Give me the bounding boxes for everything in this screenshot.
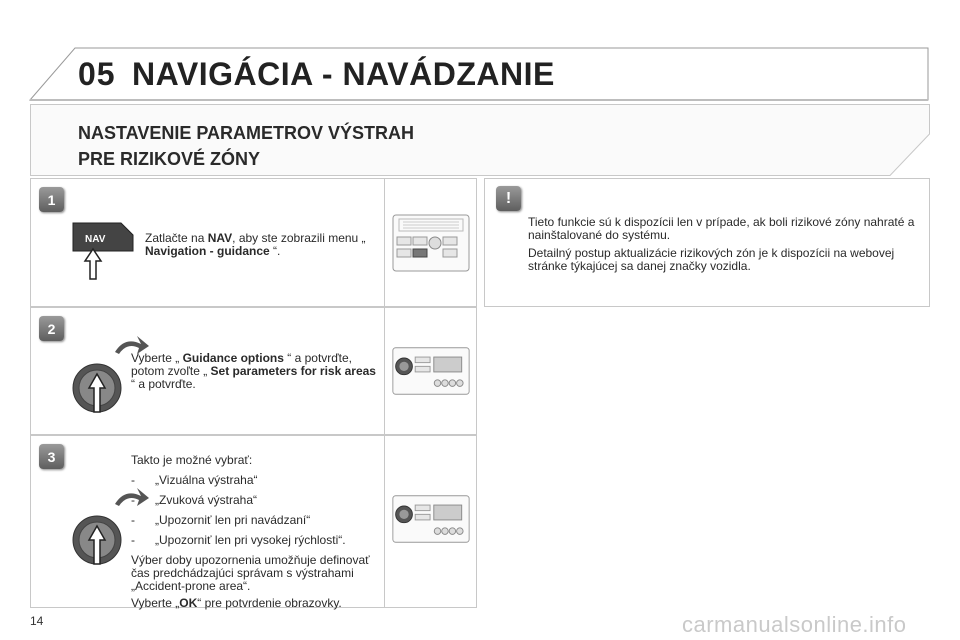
- section-title: [78, 120, 414, 172]
- step-1-image-column: [384, 179, 476, 306]
- step-2-text-post: “ a potvrďte.: [131, 377, 196, 391]
- radio-knob-panel-illustration: [391, 344, 471, 398]
- option-text: „Zvuková výstraha“: [155, 493, 258, 507]
- chapter-number: 05: [78, 56, 116, 92]
- step-1-text-bold2: Navigation - guidance: [145, 244, 270, 258]
- step-3: [30, 435, 477, 608]
- step-2-image-column: [384, 308, 476, 434]
- step-2-badge: 2: [39, 316, 64, 341]
- nav-button-illustration: [71, 221, 135, 281]
- header-frame: [0, 0, 960, 110]
- option-item: [131, 534, 379, 547]
- option-item: [131, 494, 379, 507]
- section-title-line1: NASTAVENIE PARAMETROV VÝSTRAH: [78, 123, 415, 143]
- option-text: „Upozorniť len pri vysokej rýchlosti“.: [155, 533, 346, 547]
- option-dash: -: [131, 493, 135, 507]
- step-3-text: [131, 454, 379, 612]
- step-3-options: [131, 474, 379, 547]
- step-2: [30, 307, 477, 435]
- step-2-text: [131, 352, 376, 391]
- step-1: [30, 178, 477, 307]
- section-title-line2: PRE RIZIKOVÉ ZÓNY: [78, 149, 261, 169]
- page-number: 14: [30, 614, 44, 628]
- step-2-text-pre: Vyberte „: [131, 351, 183, 365]
- step-2-text-bold1: Guidance options: [182, 351, 284, 365]
- warning-text: [528, 216, 924, 278]
- step-3-confirm-pre: Vyberte „: [131, 596, 180, 610]
- step-3-note: Výber doby upozornenia umožňuje definovať čas predchádzajúci správam s výstrahami „Accident-prone area“.: [131, 553, 370, 593]
- step-2-text-bold2: Set parameters for risk areas: [210, 364, 376, 378]
- warning-paragraph-1: Tieto funkcie sú k dispozícii len v prípade, ak boli rizikové zóny nahraté a nainštalované do systému.: [528, 215, 915, 242]
- option-item: [131, 474, 379, 487]
- warning-icon: !: [496, 186, 521, 211]
- step-3-intro: Takto je možné vybrať:: [131, 453, 253, 467]
- step-3-badge: 3: [39, 444, 64, 469]
- chapter-title: NAVIGÁCIA - NAVÁDZANIE: [132, 56, 555, 92]
- option-dash: -: [131, 513, 135, 527]
- option-text: „Upozorniť len pri navádzaní“: [155, 513, 311, 527]
- option-dash: -: [131, 473, 135, 487]
- watermark: carmanualsonline.info: [682, 612, 907, 637]
- step-1-text-post: “.: [269, 244, 281, 258]
- step-3-confirm-bold: OK: [179, 596, 198, 610]
- radio-knob-panel-illustration: [391, 492, 471, 546]
- step-3-confirm-post: “ pre potvrdenie obrazovky.: [197, 596, 342, 610]
- step-1-text-bold1: NAV: [207, 231, 233, 245]
- step-2-text-mid: “ a potvrďte, potom zvoľte „: [131, 351, 352, 378]
- step-1-badge: 1: [39, 187, 64, 212]
- option-item: [131, 514, 379, 527]
- step-3-image-column: [384, 436, 476, 607]
- step-1-text-pre: Zatlačte na: [145, 231, 208, 245]
- step-1-text-mid: , aby ste zobrazili menu „: [232, 231, 366, 245]
- option-text: „Vizuálna výstraha“: [155, 473, 258, 487]
- warning-paragraph-2: Detailný postup aktualizácie rizikových zón je k dispozícii na webovej stránke týkajúcej sa danej značky vozidla.: [528, 246, 895, 273]
- option-dash: -: [131, 533, 135, 547]
- step-1-text: [145, 232, 381, 258]
- step-3-confirm: [131, 597, 379, 610]
- nav-button-label: NAV: [85, 234, 106, 245]
- radio-panel-illustration: [391, 213, 471, 273]
